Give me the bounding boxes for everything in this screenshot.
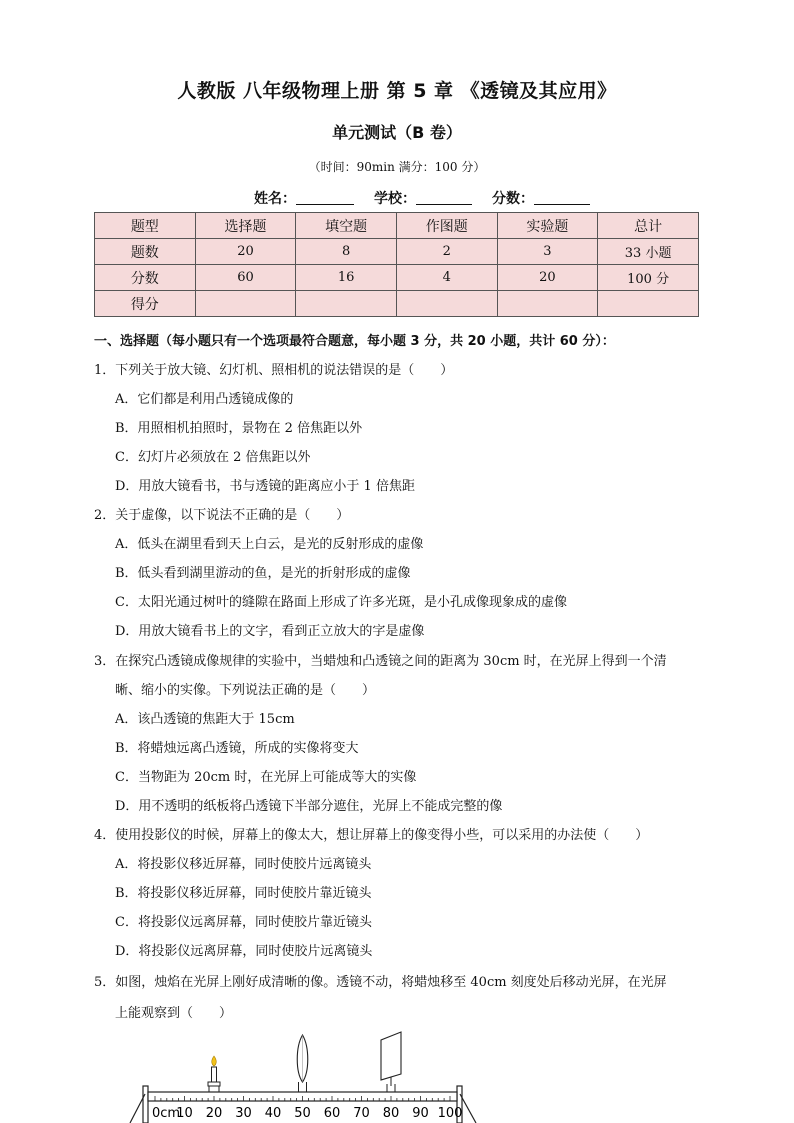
score-entry-cell[interactable]: [195, 291, 296, 317]
convex-lens: [297, 1035, 308, 1092]
question-2-option-c[interactable]: C．太阳光通过树叶的缝隙在路面上形成了许多光斑，是小孔成像现象成的虚像: [115, 595, 567, 610]
table-cell: 8: [296, 239, 397, 265]
question-4-option-b[interactable]: B．将投影仪移近屏幕，同时使胶片靠近镜头: [115, 886, 372, 901]
light-screen: [381, 1032, 401, 1092]
table-cell: 16: [296, 265, 397, 291]
table-row: [95, 291, 699, 317]
student-info: [254, 188, 674, 208]
score-entry-cell[interactable]: [598, 291, 699, 317]
question-3-stem-continued: 晰、缩小的实像。下列说法正确的是（ ）: [115, 683, 376, 698]
ruler-label: 100: [437, 1106, 463, 1121]
question-1-option-a[interactable]: A．它们都是利用凸透镜成像的: [115, 392, 294, 407]
table-header-cell: 题型: [95, 213, 196, 239]
question-3-option-c[interactable]: C．当物距为 20cm 时，在光屏上可能成等大的实像: [115, 770, 417, 785]
exam-meta: （时间：90min 满分：100 分）: [308, 160, 486, 174]
candle-holder: [208, 1082, 220, 1086]
table-header-cell: 选择题: [195, 213, 296, 239]
name-label: 姓名：: [254, 191, 296, 207]
table-cell: 2: [396, 239, 497, 265]
ruler-label: 0cm: [152, 1106, 181, 1121]
table-cell: 分数: [95, 265, 196, 291]
section-heading: 一、选择题（每小题只有一个选项最符合题意，每小题 3 分，共 20 小题，共计 60 分）：: [94, 334, 615, 349]
table-cell: 20: [497, 265, 598, 291]
question-1-stem: 1．下列关于放大镜、幻灯机、照相机的说法错误的是（ ）: [94, 363, 454, 378]
score-entry-cell[interactable]: [396, 291, 497, 317]
question-2-option-b[interactable]: B．低头看到湖里游动的鱼，是光的折射形成的虚像: [115, 566, 411, 581]
question-3-option-d[interactable]: D．用不透明的纸板将凸透镜下半部分遮住，光屏上不能成完整的像: [115, 799, 503, 814]
table-cell: 3: [497, 239, 598, 265]
question-4-option-a[interactable]: A．将投影仪移近屏幕，同时使胶片远离镜头: [115, 857, 372, 872]
name-blank[interactable]: [296, 190, 354, 205]
question-1-option-c[interactable]: C．幻灯片必须放在 2 倍焦距以外: [115, 450, 311, 465]
table-cell: 题数: [95, 239, 196, 265]
ruler-label: 70: [353, 1106, 370, 1121]
candle: [208, 1056, 220, 1092]
question-2-option-d[interactable]: D．用放大镜看书上的文字，看到正立放大的字是虚像: [115, 624, 425, 639]
candle-body: [212, 1067, 217, 1082]
ruler-label: 10: [176, 1106, 193, 1121]
ruler-label: 90: [412, 1106, 429, 1121]
school-label: 学校：: [374, 191, 416, 207]
question-5-stem-continued: 上能观察到（ ）: [115, 1006, 233, 1021]
score-label: 分数：: [492, 191, 534, 207]
question-4-option-c[interactable]: C．将投影仪远离屏幕，同时使胶片靠近镜头: [115, 915, 372, 930]
school-blank[interactable]: [416, 190, 472, 205]
question-5-stem: 5．如图，烛焰在光屏上刚好成清晰的像。透镜不动，将蜡烛移至 40cm 刻度处后移动光屏，在光屏: [94, 975, 667, 990]
ruler-label: 80: [382, 1106, 400, 1121]
table-header-cell: 作图题: [396, 213, 497, 239]
ruler-label: 50: [294, 1106, 311, 1121]
question-3-stem: 3．在探究凸透镜成像规律的实验中，当蜡烛和凸透镜之间的距离为 30cm 时，在光屏上得到一个清: [94, 654, 667, 669]
score-table: [94, 212, 699, 317]
page-subtitle: 单元测试（B 卷）: [332, 123, 462, 142]
score-entry-cell[interactable]: [497, 291, 598, 317]
question-3-option-b[interactable]: B．将蜡烛远离凸透镜，所成的实像将变大: [115, 741, 359, 756]
screen-panel: [381, 1032, 401, 1080]
question-1-option-b[interactable]: B．用照相机拍照时，景物在 2 倍焦距以外: [115, 421, 363, 436]
score-blank[interactable]: [534, 190, 590, 205]
table-row: [95, 239, 699, 265]
ruler-label: 40: [264, 1106, 282, 1121]
ruler-label: 20: [205, 1106, 223, 1121]
question-1-option-d[interactable]: D．用放大镜看书，书与透镜的距离应小于 1 倍焦距: [115, 479, 415, 494]
table-cell: 得分: [95, 291, 196, 317]
table-cell: 4: [396, 265, 497, 291]
question-2-option-a[interactable]: A．低头在湖里看到天上白云，是光的反射形成的虚像: [115, 537, 424, 552]
score-entry-cell[interactable]: [296, 291, 397, 317]
ruler-label: 30: [235, 1106, 252, 1121]
page-title: 人教版 八年级物理上册 第 5 章 《透镜及其应用》: [177, 80, 617, 102]
question-4-stem: 4．使用投影仪的时候，屏幕上的像太大，想让屏幕上的像变得小些，可以采用的办法使（ ）: [94, 828, 649, 843]
table-row: [95, 265, 699, 291]
question-4-option-d[interactable]: D．将投影仪远离屏幕，同时使胶片远离镜头: [115, 944, 373, 959]
table-cell: 100 分: [598, 265, 699, 291]
table-cell: 33 小题: [598, 239, 699, 265]
table-cell: 60: [195, 265, 296, 291]
ruler-labels: [152, 1106, 462, 1121]
ruler-label: 60: [323, 1106, 341, 1121]
bench-left-stand: [130, 1086, 148, 1123]
table-cell: 20: [195, 239, 296, 265]
table-header-cell: 实验题: [497, 213, 598, 239]
table-header-cell: 填空题: [296, 213, 397, 239]
optical-bench-figure: [120, 1024, 500, 1123]
question-3-option-a[interactable]: A．该凸透镜的焦距大于 15cm: [115, 712, 295, 727]
score-table-header-row: [95, 213, 699, 239]
table-header-cell: 总计: [598, 213, 699, 239]
candle-flame: [212, 1056, 217, 1066]
question-2-stem: 2．关于虚像，以下说法不正确的是（ ）: [94, 508, 350, 523]
